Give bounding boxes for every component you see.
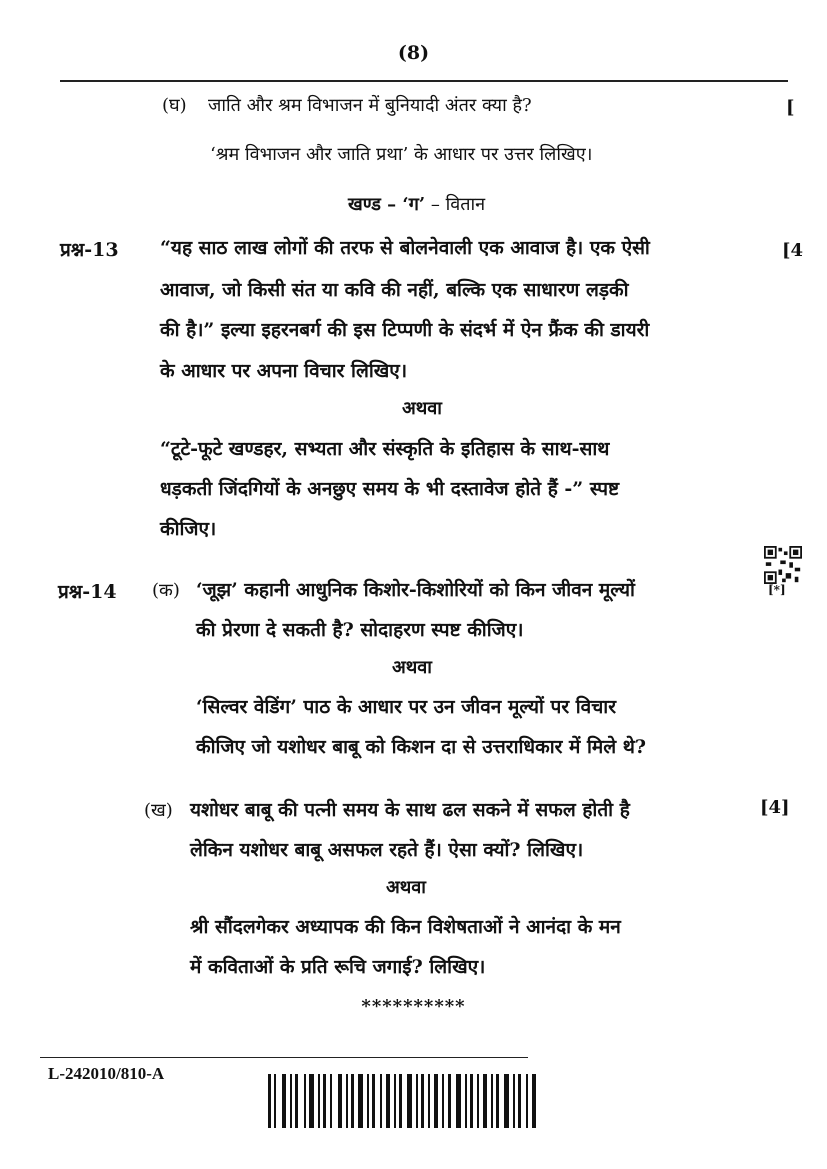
q-gha-mark: [	[786, 97, 795, 118]
page-number: (8)	[397, 42, 430, 64]
q14-kha-alt-line-1: श्री सौंदलगेकर अध्यापक की किन विशेषताओं ने आनंदा के मन	[190, 916, 621, 938]
top-rule	[60, 80, 788, 82]
q14-ka-label: (क)	[152, 580, 180, 601]
qr-label: [*]	[768, 583, 786, 597]
q14-kha-mark: [4]	[760, 797, 790, 818]
bottom-rule	[40, 1057, 528, 1058]
q14-ka-alt-line-2: कीजिए जो यशोधर बाबू को किशन दा से उत्तराधिकार में मिले थे?	[196, 736, 647, 758]
q13-line-2: आवाज, जो किसी संत या कवि की नहीं, बल्कि एक साधारण लड़की	[160, 279, 629, 301]
q13-label: प्रश्न-13	[60, 239, 119, 261]
q14-kha-alt-line-2: में कविताओं के प्रति रूचि जगाई? लिखिए।	[190, 956, 486, 978]
section-suffix: – वितान	[430, 194, 486, 215]
barcode-icon	[268, 1074, 536, 1128]
q13-or: अथवा	[402, 398, 442, 419]
q-gha-line-1: जाति और श्रम विभाजन में बुनियादी अंतर क्या है?	[208, 95, 532, 116]
q13-alt-line-3: कीजिए।	[160, 518, 217, 540]
q13-line-4: के आधार पर अपना विचार लिखिए।	[160, 360, 408, 382]
qr-code-icon	[764, 546, 802, 584]
q14-kha-line-2: लेकिन यशोधर बाबू असफल रहते हैं। ऐसा क्यों? लिखिए।	[190, 839, 584, 861]
q13-mark: [4	[782, 240, 804, 261]
q13-alt-line-2: धड़कती जिंदगियों के अनछुए समय के भी दस्तावेज होते हैं -” स्पष्ट	[160, 478, 620, 500]
q14-label: प्रश्न-14	[58, 581, 117, 603]
q14-ka-line-1: ‘जूझ’ कहानी आधुनिक किशोर-किशोरियों को किन जीवन मूल्यों	[196, 579, 635, 601]
end-stars: **********	[361, 996, 466, 1017]
section-heading	[348, 192, 485, 216]
q14-kha-or: अथवा	[386, 877, 426, 898]
q14-ka-line-2: की प्रेरणा दे सकती है? सोदाहरण स्पष्ट कीजिए।	[196, 619, 524, 641]
paper-code: L-242010/810-A	[48, 1064, 165, 1083]
q-gha-label: (घ)	[162, 95, 187, 116]
q13-line-1: “यह साठ लाख लोगों की तरफ से बोलनेवाली एक आवाज है। एक ऐसी	[160, 237, 650, 259]
q14-kha-label: (ख)	[144, 800, 173, 821]
section-title: खण्ड – ‘ग’	[348, 194, 426, 215]
q-gha-line-2: ‘श्रम विभाजन और जाति प्रथा’ के आधार पर उत्तर लिखिए।	[210, 144, 593, 165]
q14-kha-line-1: यशोधर बाबू की पत्नी समय के साथ ढल सकने में सफल होती है	[190, 799, 630, 821]
q13-alt-line-1: “टूटे-फूटे खण्डहर, सभ्यता और संस्कृति के इतिहास के साथ-साथ	[160, 438, 610, 460]
q13-line-3: की है।” इल्या इहरनबर्ग की इस टिप्पणी के संदर्भ में ऐन फ्रैंक की डायरी	[160, 319, 650, 341]
q14-ka-or: अथवा	[392, 657, 432, 678]
q14-ka-alt-line-1: ‘सिल्वर वेडिंग’ पाठ के आधार पर उन जीवन मूल्यों पर विचार	[196, 696, 616, 718]
